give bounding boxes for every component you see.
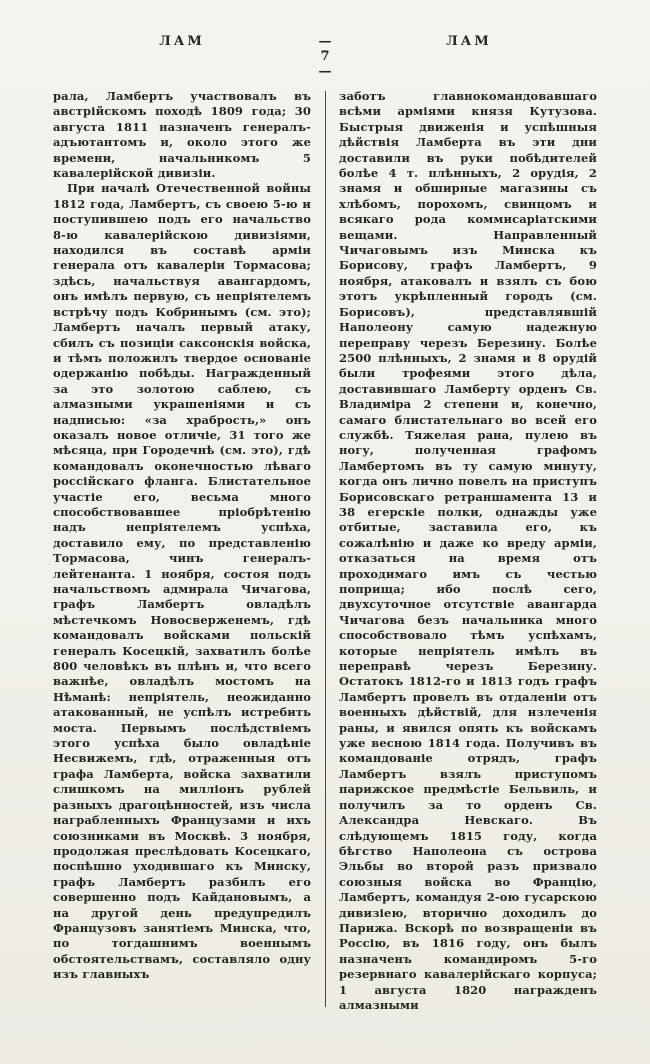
page-header xyxy=(53,34,598,79)
paragraph: заботъ главнокомандовавшаго всѣми арміями князя Кутузова. Быстрыя движенія и успѣшныя дѣйствія Ламберта въ эти дни доставили въ руки побѣдителей болѣе 4 т. плѣнныхъ, 2 орудія, 2 знамя и обширные магазины съ хлѣбомъ, порохомъ, свинцомъ и всякаго рода коммисаріатскими вещами. Направленный Чичаговымъ изъ Минска къ Борисову, графъ Ламбертъ, 9 ноября, атаковалъ и взялъ съ бою этотъ укрѣпленный городъ (см. Борисовъ), представлявшій Наполеону самую надежную переправу черезъ Березину. Болѣе 2500 плѣнныхъ, 2 знамя и 8 орудій были трофеями этого дѣла, доставившаго Ламберту орденъ Св. Владиміра 2 степени и, конечно, самаго блистательнаго во всей его службѣ. Тяжелая рана, пулею въ ногу, полученная графомъ Ламбертомъ въ ту самую минуту, когда онъ лично повелъ на приступъ Борисовскаго ретраншамента 13 и 38 егерскіе полки, однажды уже отбитые, заставила его, къ сожалѣнію и даже ко вреду арміи, отказаться на время отъ проходимаго имъ съ честью поприща; ибо послѣ сего, двухсуточное отсутствіе авангарда Чичагова безъ начальника много способствовало тѣмъ успѣхамъ, которые непріятель имѣлъ въ переправѣ черезъ Березину. Остатокъ 1812-го и 1813 годъ графъ Ламбертъ провелъ въ отдаленіи отъ военныхъ дѣйствій, для излеченія раны, и явился опять къ войскамъ уже весною 1814 года. Получивъ въ командованіе отрядъ, графъ Ламбертъ взялъ приступомъ парижское предмѣстіе Бельвиль, и получилъ за то орденъ Св. Александра Невскаго. Въ слѣдующемъ 1815 году, когда бѣгство Наполеона съ острова Эльбы во второй разъ призвало союзныя войска во Францію, Ламбертъ, командуя 2-ою гусарскою дивизіею, вторично доходилъ до Парижа. Вскорѣ по возвращеніи въ Россію, въ 1816 году, онъ былъ назначенъ командиромъ 5-го резервнаго кавалерійскаго корпуса; 1 августа 1820 награжденъ алмазными xyxy=(339,89,597,1012)
right-column xyxy=(339,89,597,1013)
two-column-body xyxy=(53,89,598,1013)
text-block xyxy=(53,34,598,1013)
left-column xyxy=(53,89,311,1013)
paragraph: При началѣ Отечественной войны 1812 года, Ламбертъ, съ своею 5-ю и поступившею подъ его начальство 8-ю кавалерійскою дивизіями, находился въ составѣ арміи генерала отъ кавалеріи Тормасова; здѣсь, начальствуя авангардомъ, онъ имѣлъ первую, съ непріятелемъ встрѣчу подъ Кобринымъ (см. это); Ламбертъ началъ первый атаку, сбилъ съ позиціи саксонскія войска, и тѣмъ положилъ твердое основаніе одержанію побѣды. Награжденный за это золотою саблею, съ алмазными украшеніями и съ надписью: «за храбрость,» онъ оказалъ новое отличіе, 31 того же мѣсяца, при Городечнѣ (см. это), гдѣ командовалъ оконечностью лѣваго россійскаго фланга. Блистательное участіе его, весьма много способствовавшее пріобрѣтенію надъ непріятелемъ успѣха, доставило ему, по представленію Тормасова, чинъ генералъ-лейтенанта. 1 ноября, состоя подъ начальствомъ адмирала Чичагова, графъ Ламбертъ овладѣлъ мѣстечкомъ Новосверженемъ, гдѣ командовалъ войсками польскій генералъ Косецкій, захватилъ болѣе 800 человѣкъ въ плѣнъ и, что всего важнѣе, овладѣлъ мостомъ на Нѣманѣ: непріятель, неожиданно атакованный, не успѣлъ истребить моста. Первымъ послѣдствіемъ этого успѣха было овладѣніе Несвижемъ, гдѣ, отраженныя отъ графа Ламберта, войска захватили слишкомъ на милліонъ рублей разныхъ драгоцѣнностей, изъ числа награбленныхъ Французами и ихъ союзниками въ Москвѣ. 3 ноября, продолжая преслѣдовать Косецкаго, поспѣшно уходившаго къ Минску, графъ Ламбертъ разбилъ его совершенно подъ Кайдановымъ, а на другой день предупредилъ Французовъ занятіемъ Минска, что, по тогдашнимъ военнымъ обстоятельствамъ, составляло одну изъ главныхъ xyxy=(53,181,311,982)
page-number: — 7 — xyxy=(318,34,333,79)
paragraph: рала, Ламбертъ участвовалъ въ австрійскомъ походѣ 1809 года; 30 августа 1811 назначенъ генералъ-адъютантомъ и, около этого же времени, начальникомъ 5 кавалерійской дивизіи. xyxy=(53,89,311,181)
running-title-right: ЛАМ xyxy=(446,34,492,49)
running-title-left: ЛАМ xyxy=(159,34,205,49)
column-divider xyxy=(325,91,326,1007)
